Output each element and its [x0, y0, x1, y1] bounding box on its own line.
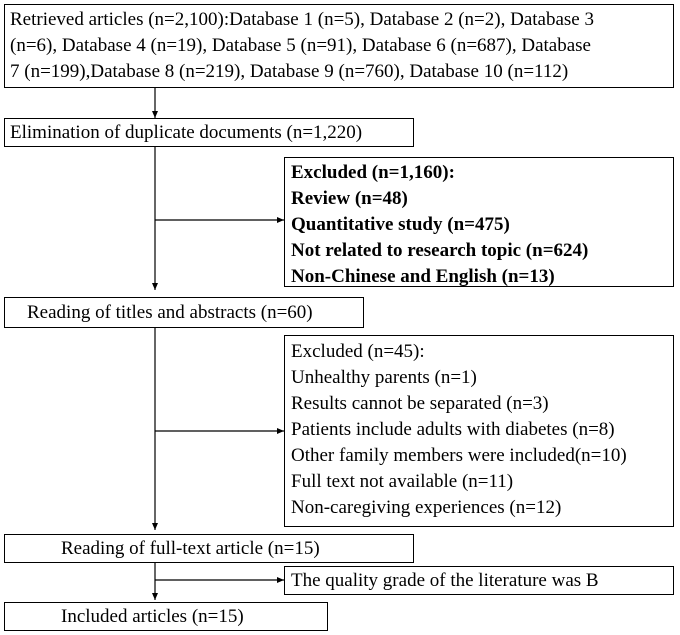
- excluded-1-line: Quantitative study (n=475): [291, 214, 510, 235]
- excluded-2-line: Other family members were included(n=10): [291, 445, 627, 466]
- excluded-2-line: Excluded (n=45):: [291, 341, 425, 362]
- excluded-2-box: [284, 335, 674, 527]
- excluded-1-line: Excluded (n=1,160):: [291, 162, 455, 183]
- retrieved-box: [4, 4, 674, 88]
- quality-box: [284, 566, 674, 595]
- included-box: [4, 602, 328, 631]
- fulltext-label: Reading of full-text article (n=15): [61, 538, 320, 559]
- retrieved-line: (n=6), Database 4 (n=19), Database 5 (n=91), Database 6 (n=687), Database: [10, 35, 591, 56]
- excluded-1-line: Review (n=48): [291, 188, 408, 209]
- duplicates-label: Elimination of duplicate documents (n=1,220): [10, 122, 363, 143]
- titles-box: [4, 297, 364, 328]
- excluded-2-line: Non-caregiving experiences (n=12): [291, 497, 562, 518]
- excluded-2-line: Unhealthy parents (n=1): [291, 367, 477, 388]
- excluded-1-box: [284, 157, 674, 287]
- retrieved-line: 7 (n=199),Database 8 (n=219), Database 9 (n=760), Database 10 (n=112): [10, 61, 569, 82]
- excluded-1-line: Not related to research topic (n=624): [291, 240, 589, 261]
- excluded-1-line: Non-Chinese and English (n=13): [291, 266, 555, 287]
- excluded-2-line: Patients include adults with diabetes (n=8): [291, 419, 615, 440]
- included-label: Included articles (n=15): [61, 606, 244, 627]
- excluded-2-line: Full text not available (n=11): [291, 471, 514, 492]
- excluded-2-line: Results cannot be separated (n=3): [291, 393, 549, 414]
- retrieved-line: Retrieved articles (n=2,100):Database 1 (n=5), Database 2 (n=2), Database 3: [10, 9, 594, 30]
- quality-label: The quality grade of the literature was B: [291, 570, 599, 591]
- titles-label: Reading of titles and abstracts (n=60): [27, 302, 313, 323]
- duplicates-box: [4, 118, 414, 147]
- fulltext-box: [4, 534, 414, 563]
